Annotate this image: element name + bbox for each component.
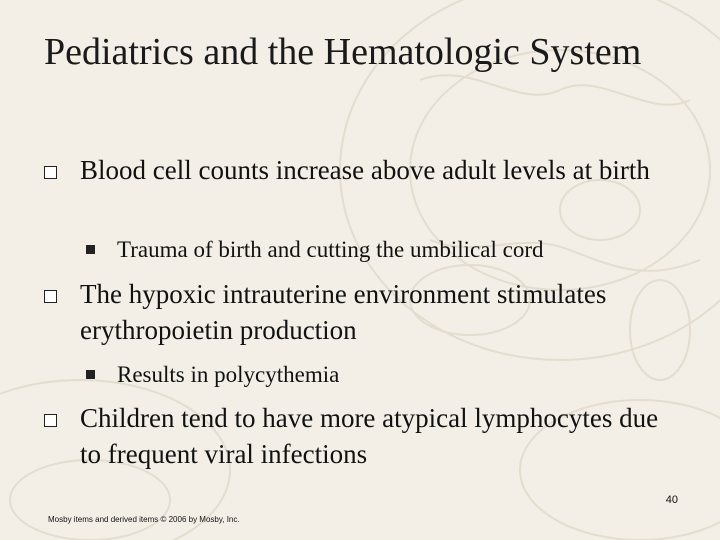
page-number: 40 <box>665 494 678 506</box>
sub-bullet-item: Results in polycythemia <box>117 362 340 387</box>
hollow-square-bullet-icon <box>44 290 57 303</box>
bullet-item: Children tend to have more atypical lymphocytes due to frequent viral infections <box>80 403 659 469</box>
bullet-item: The hypoxic intrauterine environment stimulates erythropoietin production <box>80 279 607 345</box>
hollow-square-bullet-icon <box>44 166 57 179</box>
slide-title: Pediatrics and the Hematologic System <box>44 31 642 73</box>
filled-square-bullet-icon <box>86 245 95 254</box>
copyright-notice: Mosby items and derived items © 2006 by Mosby, Inc. <box>48 515 240 524</box>
sub-bullet-item: Trauma of birth and cutting the umbilical cord <box>117 237 544 262</box>
filled-square-bullet-icon <box>86 370 95 379</box>
bullet-item: Blood cell counts increase above adult levels at birth <box>80 155 650 185</box>
hollow-square-bullet-icon <box>44 414 57 427</box>
